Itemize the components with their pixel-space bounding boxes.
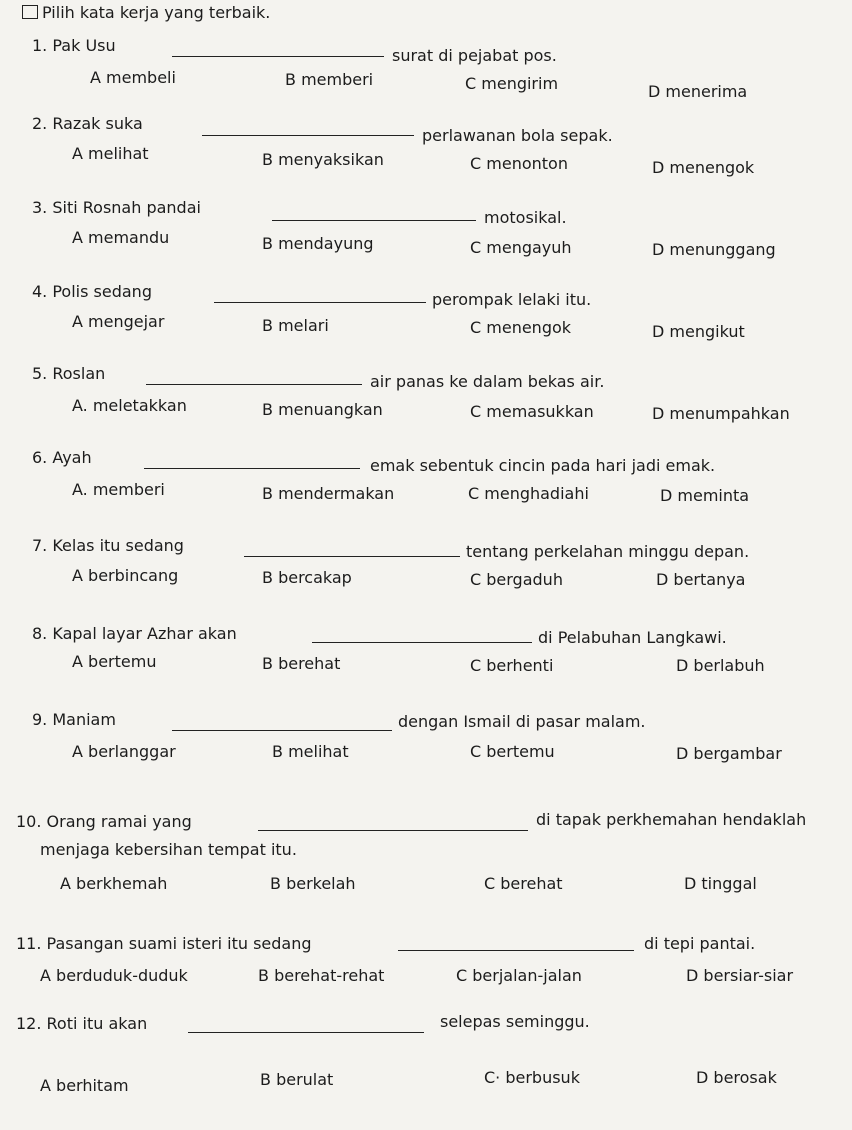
q5-stem-end: air panas ke dalam bekas air. xyxy=(370,372,605,391)
q2-stem-start: 2. Razak suka xyxy=(32,114,143,133)
q5-option-d[interactable]: D menumpahkan xyxy=(652,404,790,423)
q1-stem-start: 1. Pak Usu xyxy=(32,36,116,55)
q12-option-c[interactable]: C· berbusuk xyxy=(484,1068,580,1087)
q10-option-b[interactable]: B berkelah xyxy=(270,874,356,893)
q4-option-c[interactable]: C menengok xyxy=(470,318,572,337)
q6-option-b[interactable]: B mendermakan xyxy=(262,484,395,503)
q6-answer-blank[interactable] xyxy=(144,468,360,469)
q7-stem-end: tentang perkelahan minggu depan. xyxy=(466,542,750,561)
q7-stem-start: 7. Kelas itu sedang xyxy=(32,536,184,555)
q11-option-d[interactable]: D bersiar-siar xyxy=(686,966,794,985)
q8-option-b[interactable]: B berehat xyxy=(262,654,341,673)
q1-option-c[interactable]: C mengirim xyxy=(465,74,559,93)
q1-option-a[interactable]: A membeli xyxy=(90,68,176,87)
q2-option-b[interactable]: B menyaksikan xyxy=(262,150,384,169)
q1-option-b[interactable]: B memberi xyxy=(285,70,374,89)
q1-stem-end: surat di pejabat pos. xyxy=(392,46,557,65)
q6-stem-start: 6. Ayah xyxy=(32,448,92,467)
q3-stem-start: 3. Siti Rosnah pandai xyxy=(32,198,201,217)
q9-option-b[interactable]: B melihat xyxy=(272,742,349,761)
q1-option-d[interactable]: D menerima xyxy=(648,82,748,101)
q12-answer-blank[interactable] xyxy=(188,1032,424,1033)
q2-option-c[interactable]: C menonton xyxy=(470,154,568,173)
q8-stem-start: 8. Kapal layar Azhar akan xyxy=(32,624,237,643)
q5-stem-start: 5. Roslan xyxy=(32,364,106,383)
q4-option-b[interactable]: B melari xyxy=(262,316,329,335)
q7-option-a[interactable]: A berbincang xyxy=(72,566,179,585)
q11-answer-blank[interactable] xyxy=(398,950,634,951)
q11-stem-start: 11. Pasangan suami isteri itu sedang xyxy=(16,934,312,953)
q12-option-a[interactable]: A berhitam xyxy=(40,1076,129,1095)
q8-answer-blank[interactable] xyxy=(312,642,532,643)
q11-stem-end: di tepi pantai. xyxy=(644,934,756,953)
checkbox-icon xyxy=(22,5,38,19)
q3-stem-end: motosikal. xyxy=(484,208,567,227)
q3-answer-blank[interactable] xyxy=(272,220,476,221)
q12-option-d[interactable]: D berosak xyxy=(696,1068,777,1087)
q3-option-d[interactable]: D menunggang xyxy=(652,240,776,259)
q9-option-c[interactable]: C bertemu xyxy=(470,742,555,761)
q1-answer-blank[interactable] xyxy=(172,56,384,57)
instruction-header xyxy=(22,2,270,22)
q8-option-d[interactable]: D berlabuh xyxy=(676,656,765,675)
q2-stem-end: perlawanan bola sepak. xyxy=(422,126,613,145)
q4-option-a[interactable]: A mengejar xyxy=(72,312,165,331)
q10-stem-start: 10. Orang ramai yang xyxy=(16,812,192,831)
q9-stem-end: dengan Ismail di pasar malam. xyxy=(398,712,646,731)
q4-answer-blank[interactable] xyxy=(214,302,426,303)
q10-stem-line2: menjaga kebersihan tempat itu. xyxy=(40,840,297,859)
q3-option-a[interactable]: A memandu xyxy=(72,228,170,247)
q6-option-c[interactable]: C menghadiahi xyxy=(468,484,589,503)
q2-answer-blank[interactable] xyxy=(202,135,414,136)
q3-option-c[interactable]: C mengayuh xyxy=(470,238,572,257)
q2-option-a[interactable]: A melihat xyxy=(72,144,149,163)
q5-option-b[interactable]: B menuangkan xyxy=(262,400,383,419)
q9-option-a[interactable]: A berlanggar xyxy=(72,742,176,761)
q6-stem-end: emak sebentuk cincin pada hari jadi emak. xyxy=(370,456,716,475)
instruction-text: Pilih kata kerja yang terbaik. xyxy=(42,2,271,22)
q6-option-a[interactable]: A. memberi xyxy=(72,480,165,499)
q8-stem-end: di Pelabuhan Langkawi. xyxy=(538,628,727,647)
q9-option-d[interactable]: D bergambar xyxy=(676,744,782,763)
q5-answer-blank[interactable] xyxy=(146,384,362,385)
q4-stem-end: perompak lelaki itu. xyxy=(432,290,592,309)
q10-option-c[interactable]: C berehat xyxy=(484,874,563,893)
q11-option-a[interactable]: A berduduk-duduk xyxy=(40,966,188,985)
q7-option-c[interactable]: C bergaduh xyxy=(470,570,563,589)
q12-stem-start: 12. Roti itu akan xyxy=(16,1014,148,1033)
q11-option-b[interactable]: B berehat-rehat xyxy=(258,966,385,985)
q8-option-a[interactable]: A bertemu xyxy=(72,652,157,671)
q7-option-d[interactable]: D bertanya xyxy=(656,570,746,589)
q10-stem-end: di tapak perkhemahan hendaklah xyxy=(536,810,807,829)
q3-option-b[interactable]: B mendayung xyxy=(262,234,374,253)
q12-option-b[interactable]: B berulat xyxy=(260,1070,334,1089)
q4-option-d[interactable]: D mengikut xyxy=(652,322,745,341)
q5-option-c[interactable]: C memasukkan xyxy=(470,402,594,421)
q7-option-b[interactable]: B bercakap xyxy=(262,568,352,587)
q5-option-a[interactable]: A. meletakkan xyxy=(72,396,187,415)
q2-option-d[interactable]: D menengok xyxy=(652,158,755,177)
q6-option-d[interactable]: D meminta xyxy=(660,486,750,505)
q11-option-c[interactable]: C berjalan-jalan xyxy=(456,966,582,985)
q4-stem-start: 4. Polis sedang xyxy=(32,282,152,301)
q9-stem-start: 9. Maniam xyxy=(32,710,116,729)
q8-option-c[interactable]: C berhenti xyxy=(470,656,554,675)
q10-option-d[interactable]: D tinggal xyxy=(684,874,757,893)
q7-answer-blank[interactable] xyxy=(244,556,460,557)
q10-option-a[interactable]: A berkhemah xyxy=(60,874,168,893)
q12-stem-end: selepas seminggu. xyxy=(440,1012,590,1031)
q9-answer-blank[interactable] xyxy=(172,730,392,731)
q10-answer-blank[interactable] xyxy=(258,830,528,831)
